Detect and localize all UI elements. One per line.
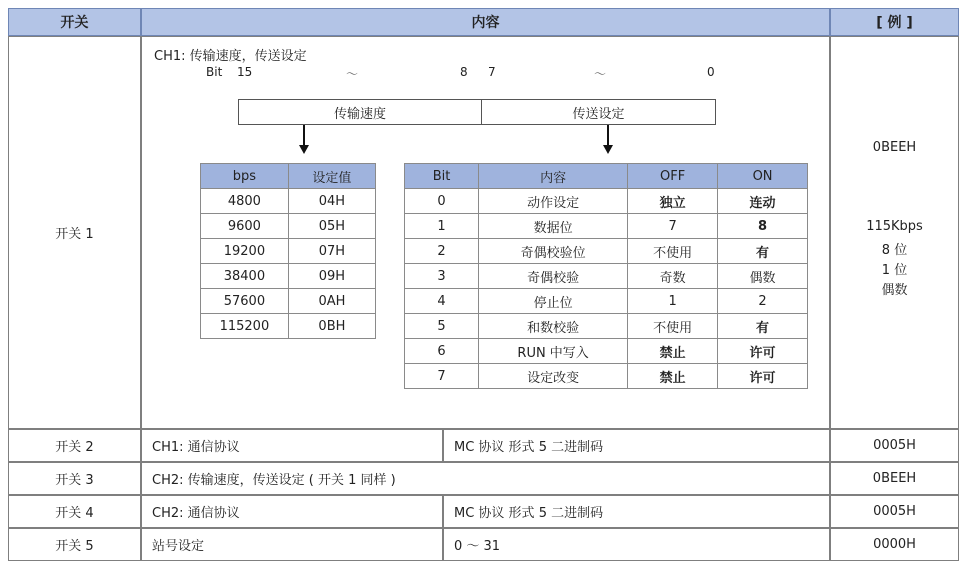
switch3-label: 开关 3	[8, 462, 141, 495]
table-row	[405, 289, 808, 314]
content-cell: 停止位	[479, 289, 628, 314]
on-cell: 有	[718, 239, 808, 264]
table-row	[405, 314, 808, 339]
off-cell: 奇数	[628, 264, 718, 289]
bps-cell: 57600	[201, 289, 289, 314]
switch2-detail: MC 协议 形式 5 二进制码	[443, 429, 830, 462]
off-cell: 不使用	[628, 239, 718, 264]
switch5-label: 开关 5	[8, 528, 141, 561]
bit-cell: 7	[405, 364, 479, 389]
switch2-label: 开关 2	[8, 429, 141, 462]
bit-cell: 5	[405, 314, 479, 339]
switch1-label: 开关 1	[8, 36, 141, 429]
on-cell: 有	[718, 314, 808, 339]
example-code: 0BEEH	[872, 140, 917, 155]
tilde-2: ～	[594, 67, 607, 81]
switch5-content: 站号设定	[141, 528, 443, 561]
switch3-example: 0BEEH	[830, 462, 959, 495]
table-row	[201, 214, 376, 239]
switch1-content	[141, 36, 830, 429]
switch2-content: CH1: 通信协议	[141, 429, 443, 462]
switch5-example: 0000H	[830, 528, 959, 561]
off-cell: 禁止	[628, 339, 718, 364]
arrow-line-right	[607, 125, 609, 145]
content-cell: 奇偶校验	[479, 264, 628, 289]
example-line: 偶数	[881, 283, 908, 298]
table-row	[405, 239, 808, 264]
switch4-label: 开关 4	[8, 495, 141, 528]
bit-cell: 3	[405, 264, 479, 289]
content-cell: 和数校验	[479, 314, 628, 339]
bps-cell: 4800	[201, 189, 289, 214]
switch4-example: 0005H	[830, 495, 959, 528]
value-cell: 09H	[288, 264, 375, 289]
table-row	[201, 189, 376, 214]
bps-cell: 9600	[201, 214, 289, 239]
header-switch: 开关	[8, 8, 141, 36]
value-cell: 05H	[288, 214, 375, 239]
off-header: OFF	[628, 164, 718, 189]
example-line: 1 位	[881, 263, 908, 278]
switch4-detail: MC 协议 形式 5 二进制码	[443, 495, 830, 528]
switch1-example	[830, 36, 959, 429]
content-cell: 动作设定	[479, 189, 628, 214]
bps-table	[200, 163, 376, 339]
on-cell: 连动	[718, 189, 808, 214]
bps-cell: 38400	[201, 264, 289, 289]
example-line: 8 位	[881, 243, 908, 258]
content-header: 内容	[479, 164, 628, 189]
bit-cell: 4	[405, 289, 479, 314]
bit-label: Bit	[206, 65, 223, 79]
bit-15: 15	[237, 65, 253, 79]
bit-cell: 2	[405, 239, 479, 264]
content-cell: 奇偶校验位	[479, 239, 628, 264]
on-cell: 8	[718, 214, 808, 239]
on-cell: 偶数	[718, 264, 808, 289]
content-cell: RUN 中写入	[479, 339, 628, 364]
off-cell: 独立	[628, 189, 718, 214]
content-cell: 设定改变	[479, 364, 628, 389]
bit-cell: 6	[405, 339, 479, 364]
bps-cell: 115200	[201, 314, 289, 339]
value-cell: 07H	[288, 239, 375, 264]
bit-settings-table	[404, 163, 808, 389]
arrow-down-icon	[299, 145, 309, 154]
off-cell: 禁止	[628, 364, 718, 389]
table-row	[201, 314, 376, 339]
bit-cell: 1	[405, 214, 479, 239]
table-row	[405, 364, 808, 389]
off-cell: 7	[628, 214, 718, 239]
transfer-speed-box: 传输速度	[238, 99, 482, 125]
bit-7: 7	[488, 65, 496, 79]
bit-header: Bit	[405, 164, 479, 189]
on-cell: 2	[718, 289, 808, 314]
tilde-1: ～	[346, 67, 359, 81]
table-row	[405, 214, 808, 239]
value-cell: 0AH	[288, 289, 375, 314]
bps-header: bps	[201, 164, 289, 189]
bit-8: 8	[460, 65, 468, 79]
bit-0: 0	[707, 65, 715, 79]
switch2-example: 0005H	[830, 429, 959, 462]
switch4-content: CH2: 通信协议	[141, 495, 443, 528]
content-cell: 数据位	[479, 214, 628, 239]
transfer-setting-box: 传送设定	[481, 99, 716, 125]
off-cell: 不使用	[628, 314, 718, 339]
value-cell: 04H	[288, 189, 375, 214]
on-cell: 许可	[718, 364, 808, 389]
switch1-title: CH1: 传输速度，传送设定	[154, 49, 307, 64]
setting-value-header: 设定值	[288, 164, 375, 189]
switch3-content: CH2: 传输速度，传送设定 ( 开关 1 同样 )	[141, 462, 830, 495]
table-row	[405, 189, 808, 214]
off-cell: 1	[628, 289, 718, 314]
arrow-down-icon	[603, 145, 613, 154]
arrow-line-left	[303, 125, 305, 145]
switch5-detail: 0 ～ 31	[443, 528, 830, 561]
bps-cell: 19200	[201, 239, 289, 264]
on-cell: 许可	[718, 339, 808, 364]
bit-cell: 0	[405, 189, 479, 214]
header-content: 内容	[141, 8, 830, 36]
table-row	[201, 289, 376, 314]
value-cell: 0BH	[288, 314, 375, 339]
table-row	[405, 264, 808, 289]
table-row	[201, 239, 376, 264]
example-line: 115Kbps	[866, 219, 923, 234]
on-header: ON	[718, 164, 808, 189]
header-example: [ 例 ]	[830, 8, 959, 36]
table-row	[405, 339, 808, 364]
table-row	[201, 264, 376, 289]
